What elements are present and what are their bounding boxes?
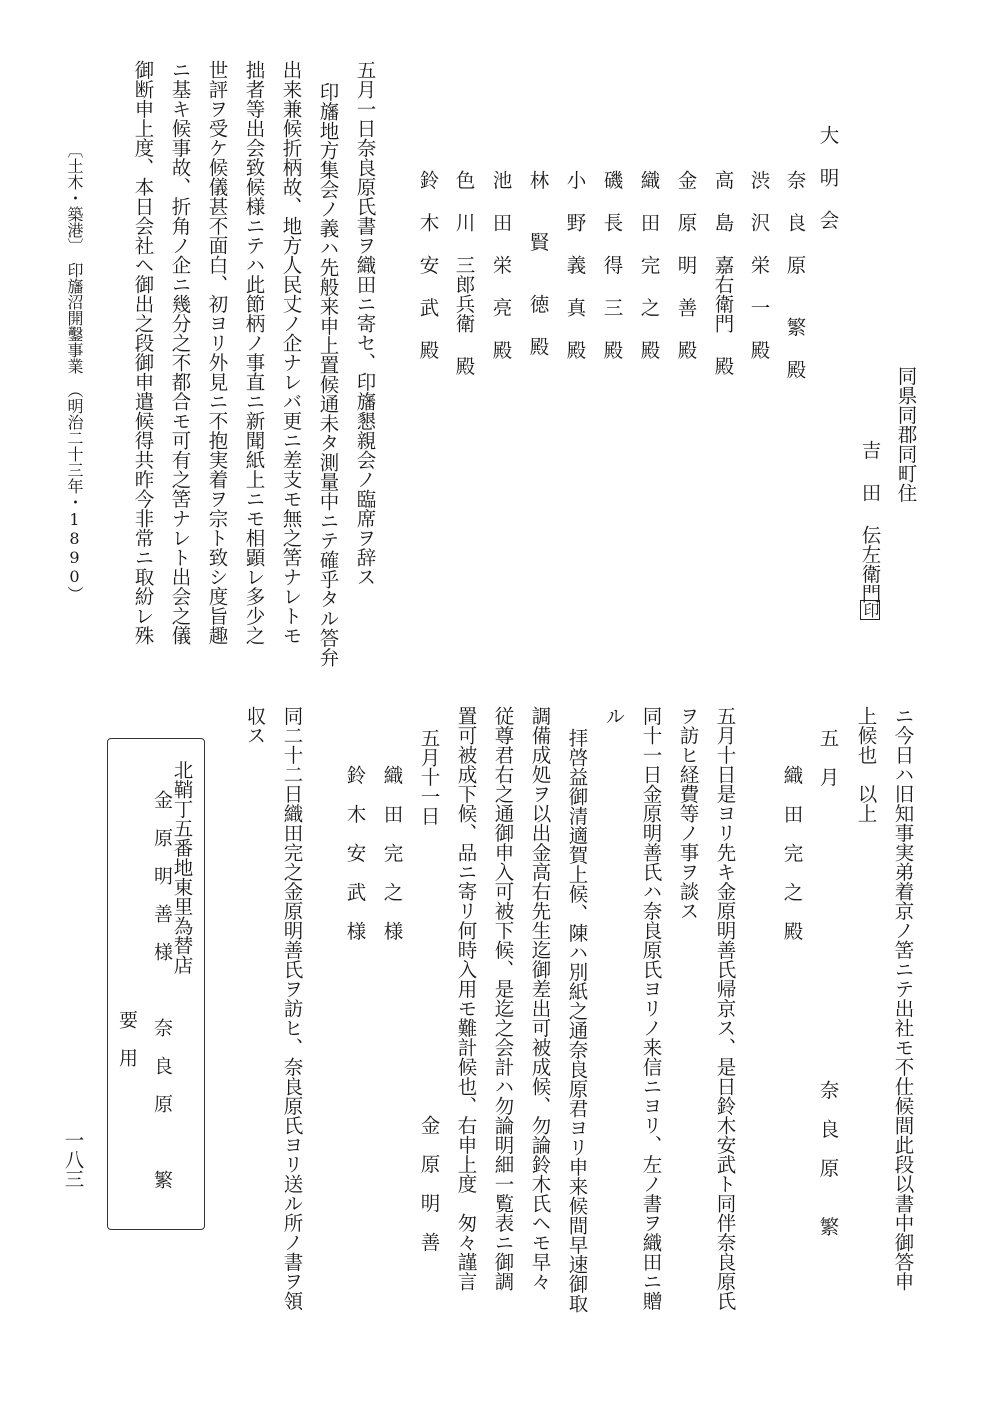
recipient: 高 島 嘉右衛門 殿 bbox=[711, 170, 735, 376]
page-number: 一八三 bbox=[61, 1130, 85, 1189]
text-line: 御断申上度、本日会社ヘ御出之段御申遣候得共昨今非常ニ取紛レ殊 bbox=[131, 60, 155, 645]
addressee: 織 田 完 之 様 bbox=[380, 765, 404, 941]
recipient: 渋 沢 栄 一 殿 bbox=[747, 170, 771, 360]
recipient: 池 田 栄 亮 殿 bbox=[489, 170, 513, 360]
text-line: ル bbox=[602, 706, 626, 726]
text-line: ニ基キ候事故、折角ノ企ニ幾分之不都合モ可有之筈ナレト出会之儀 bbox=[168, 60, 192, 645]
text-line: 五月一日奈良原氏書ヲ織田ニ寄セ、印旛懇親会ノ臨席ヲ辞ス bbox=[353, 60, 377, 587]
envelope-address: 北鞘丁五番地東里為替店 bbox=[170, 760, 194, 975]
date-line: 五月十一日 bbox=[417, 728, 441, 826]
recipient: 色 川 三郎兵衛 殿 bbox=[452, 170, 476, 376]
recipient: 磯 長 得 三 殿 bbox=[600, 170, 624, 360]
text-line: 上候也 以上 bbox=[854, 706, 878, 823]
recipient: 金 原 明 善 殿 bbox=[674, 170, 698, 360]
text-line: 調備成処ヲ以出金高右先生迄御差出可被成候、勿論鈴木氏ヘモ早々 bbox=[528, 706, 552, 1291]
text-line: 印旛地方集会ノ義ハ先般来申上置候通未タ測量中ニテ確乎タル答弁 bbox=[316, 82, 340, 667]
recipient: 織 田 完 之 殿 bbox=[637, 170, 661, 360]
text-line: ヲ訪ヒ経費等ノ事ヲ談ス bbox=[676, 706, 700, 921]
text-line: 同二十二日織田完之金原明善氏ヲ訪ヒ、奈良原氏ヨリ送ル所ノ書ヲ領 bbox=[280, 706, 304, 1311]
text-line: 同十一日金原明善氏ハ奈良原氏ヨリノ来信ニヨリ、左ノ書ヲ織田ニ贈 bbox=[639, 706, 663, 1311]
recipient: 林 賢 徳 殿 bbox=[526, 170, 550, 356]
recipient-group: 大 明 会 bbox=[816, 125, 840, 230]
recipient: 奈 良 原 繁 殿 bbox=[783, 170, 807, 379]
text-line: 拝啓益御清適賀上候、陳ハ別紙之通奈良原君ヨリ申来候間早速御取 bbox=[565, 728, 589, 1313]
recipient: 鈴 木 安 武 殿 bbox=[416, 170, 440, 360]
text-line: 置可被成下候、品ニ寄リ何時入用モ難計候也、右申上度 匆々謹言 bbox=[454, 706, 478, 1291]
running-header: 〔土木・築港〕 印旛沼開鑿事業 （明治二十三年・1890） bbox=[65, 142, 84, 602]
seal: 印 bbox=[861, 602, 880, 618]
text-line: 拙者等出会致候様ニテハ此節柄ノ事直ニ新聞紙上ニモ相顕レ多少之 bbox=[242, 60, 266, 645]
address-line: 同県同郡同町住 bbox=[894, 366, 918, 503]
envelope-name: 金 原 明 善 様 奈 良 原 繁 bbox=[151, 790, 173, 1189]
signature: 金 原 明 善 bbox=[417, 1115, 441, 1252]
text-line: ニ今日ハ旧知事実弟着京ノ筈ニテ出社モ不仕候間此段以書中御答申 bbox=[891, 706, 915, 1291]
addressee: 鈴 木 安 武 様 bbox=[343, 765, 367, 941]
text-line: 世評ヲ受ケ候儀甚不面白、初ヨリ外見ニ不抱実着ヲ宗ト致シ度旨趣 bbox=[205, 60, 229, 645]
sender-name: 吉 田 伝左衛門 bbox=[858, 440, 882, 603]
text-line: 収ス bbox=[243, 706, 267, 745]
text-line: 五月十日是ヨリ先キ金原明善氏帰京ス、是日鈴木安武ト同伴奈良原氏 bbox=[713, 706, 737, 1311]
addressee: 織 田 完 之 殿 bbox=[780, 765, 804, 941]
recipient: 小 野 義 真 殿 bbox=[563, 170, 587, 360]
text-line: 従尊君右之通御申入可被下候、是迄之会計ハ勿論明細一覧表ニ御調 bbox=[491, 706, 515, 1291]
signature: 奈 良 原 繁 bbox=[816, 1080, 840, 1236]
envelope-note: 要 用 bbox=[116, 1010, 138, 1067]
date-line: 五 月 bbox=[816, 728, 840, 787]
text-line: 出来兼候折柄故、地方人民丈ノ企ナレバ更ニ差支モ無之筈ナレトモ bbox=[279, 60, 303, 645]
